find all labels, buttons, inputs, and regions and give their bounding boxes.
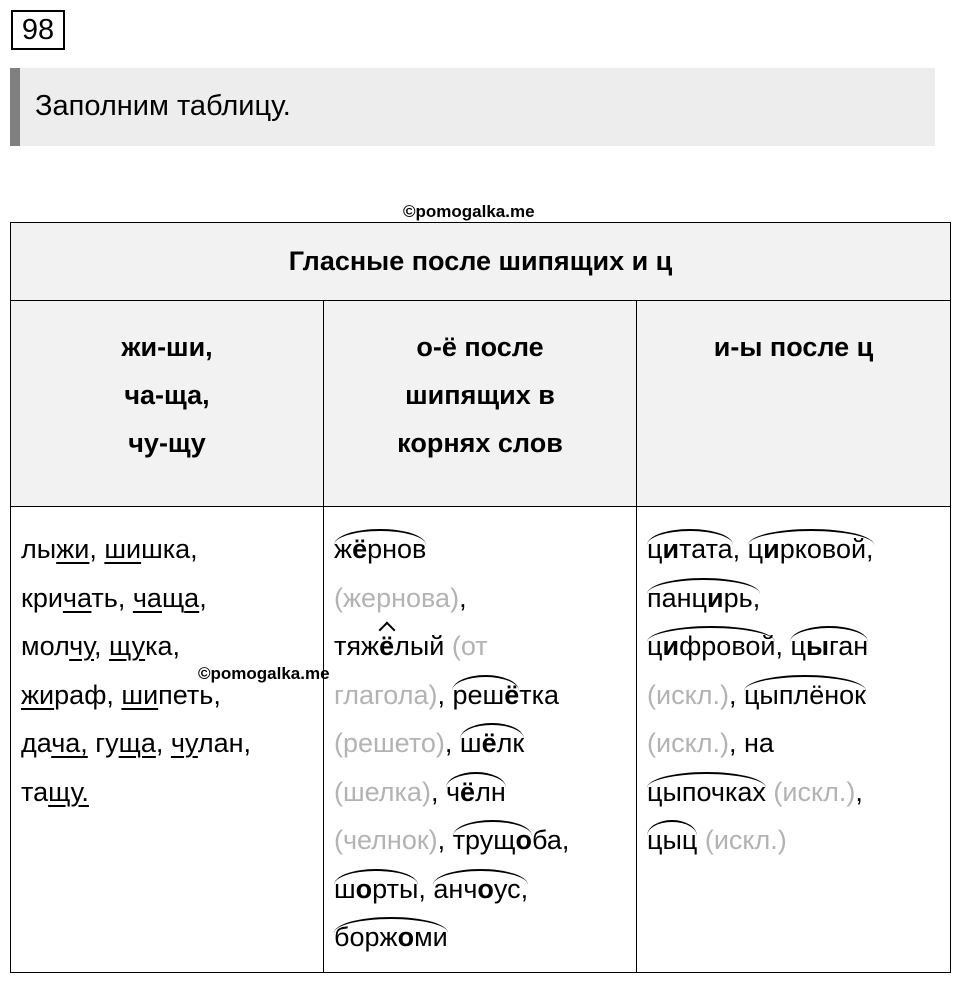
- word-root: панцирь,: [647, 574, 760, 623]
- header-line: жи-ши,: [121, 332, 213, 362]
- header-o-yo: [324, 301, 637, 507]
- word-root: жёрнов: [334, 525, 426, 574]
- banner-accent-bar: [10, 68, 20, 146]
- example-line: [647, 574, 946, 623]
- word-root: цирковой,: [748, 525, 874, 574]
- header-line: шипящих в: [405, 380, 555, 410]
- example-line: [334, 525, 632, 574]
- example-line: кричать, чаща,: [21, 582, 207, 613]
- example-line: лыжи, шишка,: [21, 534, 198, 564]
- example-line: тяжёлый (от: [334, 622, 632, 671]
- examples-i-y: [637, 507, 951, 973]
- table-title: Гласные после шипящих и ц: [11, 223, 951, 301]
- underlined-syllable: ши: [121, 679, 159, 710]
- example-line: шорты, анчоус,: [334, 865, 632, 914]
- exception-note: (искл.): [647, 728, 729, 758]
- word-root: шёлк: [460, 719, 524, 768]
- word-root: чёлн: [446, 768, 506, 817]
- example-line: (шелка), чёлн: [334, 768, 632, 817]
- exception-note: (искл.): [704, 825, 787, 855]
- header-line: о-ё после: [416, 332, 544, 362]
- example-line: цитата, цирковой,: [647, 525, 946, 574]
- underlined-syllable: жи: [21, 679, 55, 710]
- word-root: шорты: [334, 865, 418, 914]
- example-line: дача, гуща, чулан,: [21, 728, 252, 758]
- example-line: [647, 816, 946, 865]
- word-root: цыплёнок: [744, 671, 866, 720]
- instruction-banner: [10, 68, 935, 146]
- underlined-syllable: а: [184, 582, 200, 613]
- word-root: боржоми: [334, 913, 448, 962]
- underlined-syllable: щу: [109, 631, 146, 661]
- underlined-syllable: ши: [104, 534, 142, 564]
- check-word: глагола): [334, 679, 438, 710]
- instruction-text: Заполним таблицу.: [35, 90, 291, 122]
- underlined-syllable: ча: [132, 582, 162, 613]
- word-root: цифровой: [647, 622, 775, 671]
- check-word: (челнок): [334, 825, 438, 855]
- word-root: решё: [452, 671, 519, 720]
- word-root: цитата: [647, 525, 733, 574]
- underlined-syllable: жи: [56, 534, 90, 564]
- underlined-syllable: ча: [62, 582, 92, 613]
- header-zhi-shi: [11, 301, 324, 507]
- word-root: трущо: [453, 816, 532, 865]
- check-word: (от: [444, 631, 488, 661]
- header-line: ча-ща,: [124, 380, 210, 410]
- underlined-syllable: щу.: [48, 776, 89, 807]
- example-line: глагола), решётка: [334, 671, 632, 720]
- exception-note: (искл.): [773, 776, 856, 807]
- word-root: цыган: [790, 622, 868, 671]
- word-root: цыпочках: [647, 768, 766, 817]
- rules-table: [10, 222, 951, 973]
- underlined-syllable: ча,: [51, 728, 88, 758]
- root-mark: ё: [379, 622, 394, 671]
- header-line: чу-щу: [128, 428, 206, 458]
- check-word: (жернова): [334, 582, 460, 613]
- check-word: (решето): [334, 728, 445, 758]
- example-line: (челнок), трущоба,: [334, 816, 632, 865]
- example-line: цифровой, цыган: [647, 622, 946, 671]
- watermark-top: ©pomogalka.me: [403, 202, 535, 221]
- example-line: (жернова),: [334, 582, 467, 613]
- check-word: (шелка): [334, 776, 431, 807]
- exception-note: (искл.): [647, 679, 729, 710]
- example-line: (искл.), цыплёнок: [647, 671, 946, 720]
- examples-zhi-shi: [11, 507, 324, 973]
- examples-o-yo: [324, 507, 637, 973]
- underlined-syllable: ща: [118, 728, 156, 758]
- word-root: анчоус,: [433, 865, 528, 914]
- example-line: молчу, щука,: [21, 631, 181, 661]
- example-line: [334, 913, 632, 962]
- header-line: и-ы после ц: [713, 332, 874, 362]
- example-line: тащу.: [21, 776, 89, 807]
- watermark-middle: ©pomogalka.me: [198, 664, 330, 683]
- header-i-y: [637, 301, 951, 507]
- header-line: корнях слов: [397, 428, 563, 458]
- task-number: 98: [11, 10, 65, 50]
- example-line: (решето), шёлк: [334, 719, 632, 768]
- example-line: цыпочках (искл.),: [647, 768, 946, 817]
- underlined-syllable: чу: [170, 728, 198, 758]
- word-root: цыц: [647, 816, 697, 865]
- example-line: (искл.), на: [647, 728, 774, 758]
- underlined-syllable: чу: [69, 631, 95, 661]
- example-line: жираф, шипеть,: [21, 679, 221, 710]
